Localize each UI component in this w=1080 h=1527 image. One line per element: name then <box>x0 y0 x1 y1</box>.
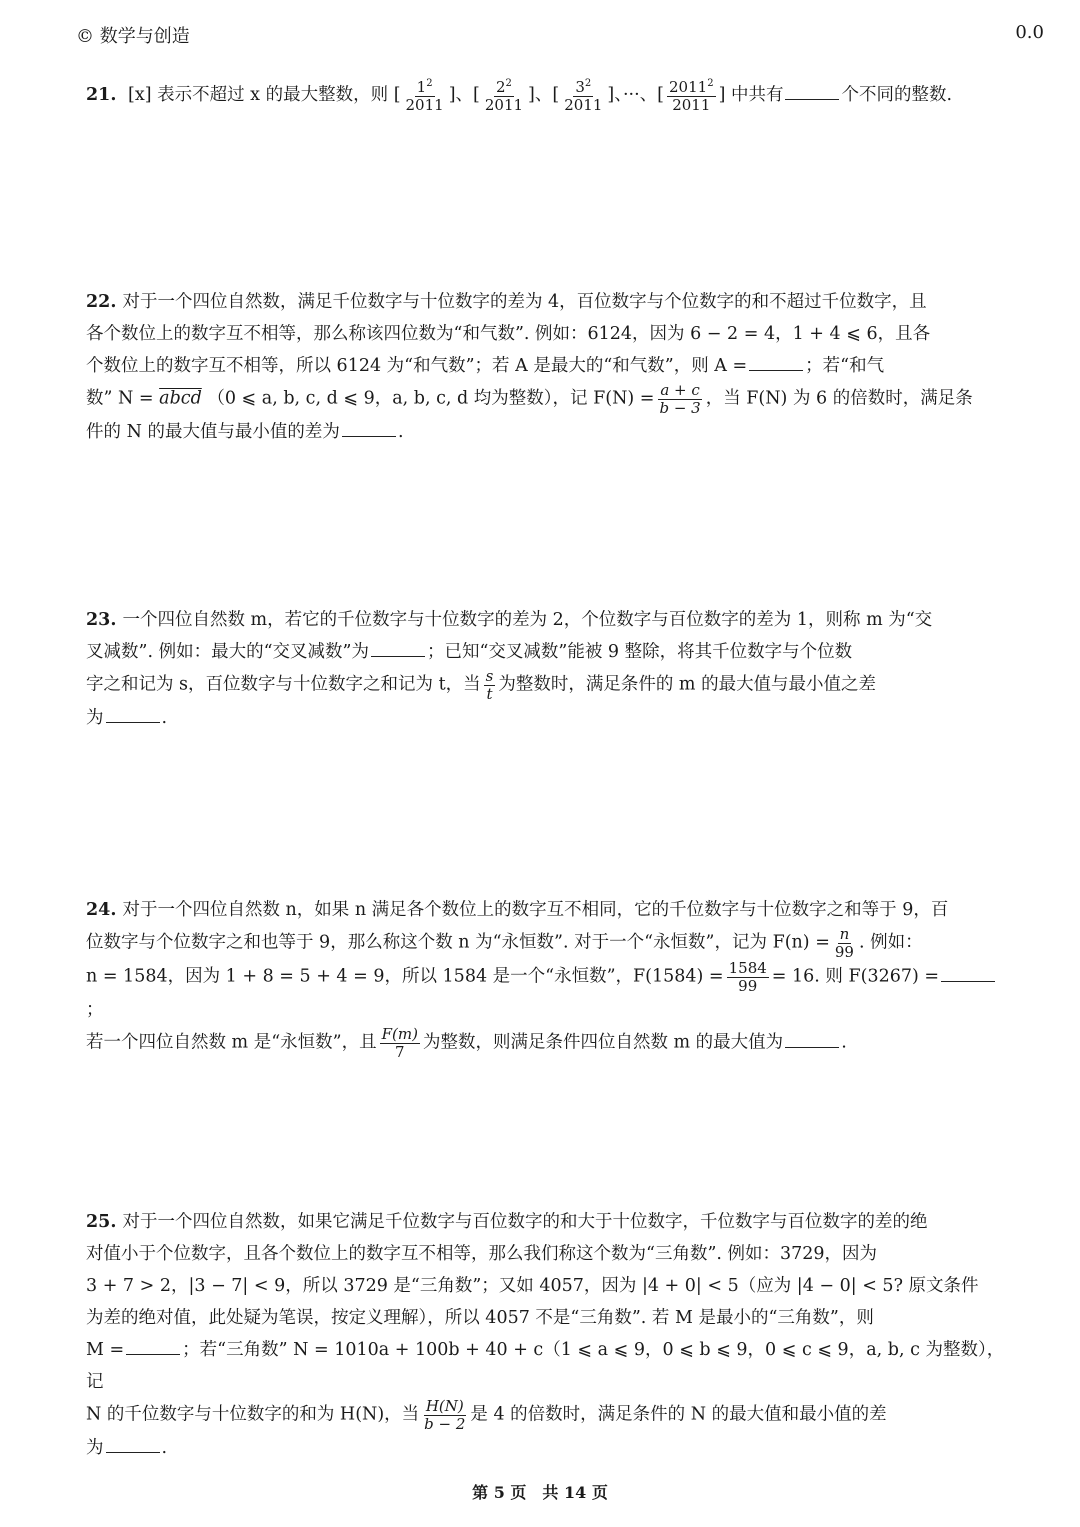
problem-23: 23. 一个四位自然数 m，若它的千位数字与十位数字的差为 2，个位数字与百位数字的差为 1，则称 m 为“交 叉减数”. 例如：最大的“交叉减数”为 ；已知“交叉减数”能被 9 整除，将其千位数字与个位数 字之和记为 s，百位数字与十位数字之和记为 t，当 $\frac{s}{t}$ 为整数时，满足条件的 m 的最大值与最小值之差 为 . <box>86 610 933 728</box>
problem-text: 中共有 <box>730 85 784 105</box>
problem-21: 21. [x] 表示不超过 x 的最大整数，则 [ $\frac{1^2}{2011}$ ]、[ $\frac{2^2}{2011}$ ]、[ $\frac{3^2}{2011}$ ]、···、[ $\frac{2011^2}{2011}$ ] 中共有 个不同的整数. <box>86 78 953 114</box>
fraction: $\frac{H(N)}{b - 2}$ <box>424 1397 466 1433</box>
version-label: 0.0 <box>1015 22 1044 43</box>
fraction: $\frac{2^2}{2011}$ <box>484 78 524 114</box>
problem-25: 25. 对于一个四位自然数，如果它满足千位数字与百位数字的和大于十位数字，千位数字与百位数字的差的绝 对值小于个位数字，且各个数位上的数字互不相等，那么我们称这个数为“三角数”. 例如：3729，因为 3 + 7 > 2，|3 − 7| < 9，所以 3729 是“三角数”；又如 4057，因为 |4 + 0| < 5（应为 |4 − 0| < 5? 原文条件 为差的绝对值，此处疑为笔误，按定义理解），所以 4057 不是“三角数”. 若 M 是最小的“三角数”，则 M = ；若“三角数” N = 1010a + 100b + 40 + c（1 ⩽ a ⩽ 9，0 ⩽ b ⩽ 9，0 ⩽ c ⩽ 9，a, b, c 为整数），记 N 的千位数字与十位数字的和为 H(N)，当 $\frac{H(N)}{b - 2}$ 是 4 的倍数时，满足条件的 N 的最大值和最小值的差 为 . <box>86 1212 1005 1458</box>
fraction: $\frac{a + c}{b - 3}$ <box>659 381 701 417</box>
problem-24: 24. 对于一个四位自然数 n，如果 n 满足各个数位上的数字互不相同，它的千位数字与十位数字之和等于 9，百 位数字与个位数字之和也等于 9，那么称这个数 n 为“永恒数”. 对于一个“永恒数”，记为 F(n) = $\frac{n}{99}$ . 例如： n = 1584，因为 1 + 8 = 5 + 4 = 9，所以 1584 是一个“永恒数”，F(1584) = $\frac{1584}{99}$ = 16. 则 F(3267) =； 若一个四位自然数 m 是“永恒数”，且 $\frac{F(m)}{7}$ 为整数，则满足条件四位自然数 m 的最大值为 . <box>86 894 1006 1060</box>
fraction: $\frac{s}{t}$ <box>485 667 494 703</box>
page-header <box>76 22 1044 52</box>
problem-number: 23. <box>86 610 117 630</box>
fraction: $\frac{1584}{99}$ <box>728 959 767 995</box>
page-number: 第 5 页 共 14 页 <box>472 1483 608 1502</box>
fraction: $\frac{n}{99}$ <box>834 925 854 961</box>
answer-blank <box>371 638 425 657</box>
fraction: $\frac{F(m)}{7}$ <box>381 1025 418 1061</box>
brand-label: © 数学与创造 <box>76 26 190 47</box>
problem-number: 21. <box>86 85 117 105</box>
problem-text: 个不同的整数. <box>841 85 953 105</box>
fraction: $\frac{3^2}{2011}$ <box>564 78 603 114</box>
answer-blank <box>106 704 160 723</box>
answer-blank <box>126 1336 180 1355</box>
answer-blank <box>785 1029 839 1048</box>
answer-blank <box>941 963 995 982</box>
answer-blank <box>749 352 803 371</box>
answer-blank <box>785 81 839 100</box>
fraction: $\frac{1^2}{2011}$ <box>405 78 444 114</box>
fraction: $\frac{2011^2}{2011}$ <box>669 78 714 114</box>
answer-blank <box>106 1434 160 1453</box>
problem-number: 25. <box>86 1212 117 1232</box>
problem-number: 24. <box>86 900 117 920</box>
problem-number: 22. <box>86 292 117 312</box>
problem-22: 22. 对于一个四位自然数，满足千位数字与十位数字的差为 4，百位数字与个位数字的和不超过千位数字，且 各个数位上的数字互不相等，那么称该四位数为“和气数”. 例如：6124，因为 6 − 2 = 4，1 + 4 ⩽ 6，且各 个数位上的数字互不相等，所以 6124 为“和气数”；若 A 是最大的“和气数”，则 A = ；若“和气 数” N = abcd （0 ⩽ a, b, c, d ⩽ 9，a, b, c, d 均为整数），记 F(N) = $\frac{a + c}{b - 3}$ ，当 F(N) 为 6 的倍数时，满足条 件的 N 的最大值与最小值的差为 . <box>86 286 1006 448</box>
problem-text: [x] 表示不超过 x 的最大整数，则 <box>128 85 389 105</box>
answer-blank <box>342 418 396 437</box>
problem-line: 各个数位上的数字互不相等，那么称该四位数为“和气数”. 例如：6124，因为 6 − 2 = 4，1 + 4 ⩽ 6，且各 <box>86 324 931 344</box>
